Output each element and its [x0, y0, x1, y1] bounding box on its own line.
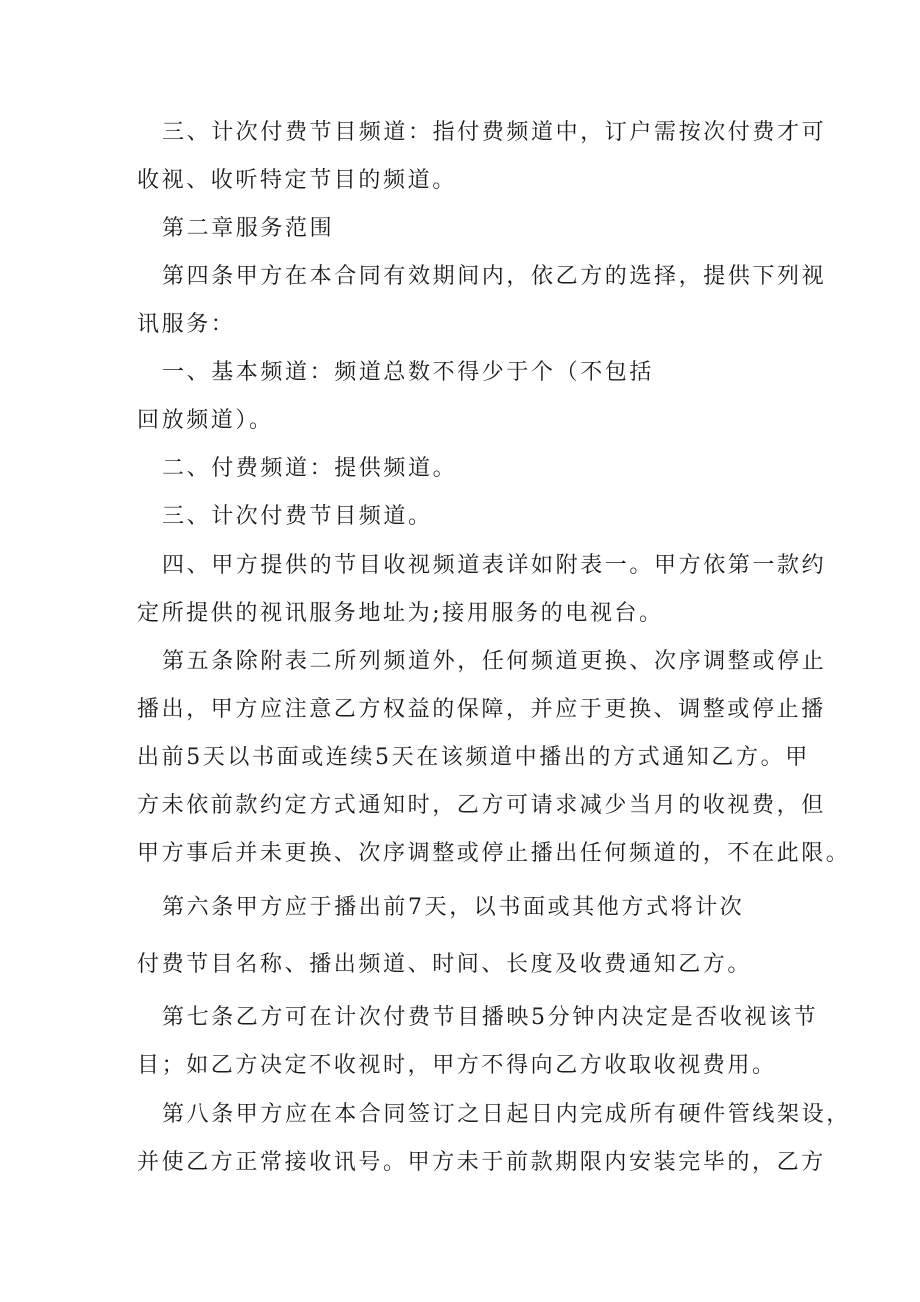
paragraph-line: 第六条甲方应于播出前7天，以书面或其他方式将计次	[162, 895, 745, 920]
paragraph-line: 出前5天以书面或连续5天在该频道中播出的方式通知乙方。甲	[137, 745, 810, 770]
paragraph-line: 播出，甲方应注意乙方权益的保障，并应于更换、调整或停止播	[137, 697, 826, 722]
paragraph-line: 收视、收听特定节目的频道。	[137, 168, 457, 193]
paragraph-line: 目；如乙方决定不收视时，甲方不得向乙方收取收视费用。	[137, 1053, 777, 1078]
paragraph-line: 甲方事后并未更换、次序调整或停止播出任何频道的，不在此限。	[137, 841, 851, 866]
paragraph-line: 讯服务：	[137, 312, 236, 337]
paragraph-line: 付费节目名称、播出频道、时间、长度及收费通知乙方。	[137, 952, 753, 977]
paragraph-line: 方未依前款约定方式通知时，乙方可请求减少当月的收视费，但	[137, 793, 826, 818]
paragraph-line: 第七条乙方可在计次付费节目播映5分钟内决定是否收视该节	[162, 1005, 819, 1030]
paragraph-line: 一、基本频道：频道总数不得少于个（不包括	[162, 360, 655, 385]
paragraph-line: 第四条甲方在本合同有效期间内，依乙方的选择，提供下列视	[162, 264, 827, 289]
chapter-heading: 第二章服务范围	[162, 216, 335, 241]
paragraph-line: 定所提供的视讯服务地址为;接用服务的电视台。	[137, 601, 664, 626]
paragraph-line: 三、计次付费节目频道：指付费频道中，订户需按次付费才可	[162, 120, 827, 145]
paragraph-line: 四、甲方提供的节目收视频道表详如附表一。甲方依第一款约	[162, 553, 827, 578]
paragraph-line: 二、付费频道：提供频道。	[162, 456, 458, 481]
paragraph-line: 三、计次付费节目频道。	[162, 504, 433, 529]
paragraph-line: 第五条除附表二所列频道外，任何频道更换、次序调整或停止	[162, 649, 827, 674]
paragraph-line: 第八条甲方应在本合同签订之日起日内完成所有硬件管线架设，	[162, 1102, 851, 1127]
paragraph-line: 并使乙方正常接收讯号。甲方未于前款期限内安装完毕的，乙方	[137, 1150, 826, 1175]
paragraph-line: 回放频道）。	[137, 408, 274, 433]
